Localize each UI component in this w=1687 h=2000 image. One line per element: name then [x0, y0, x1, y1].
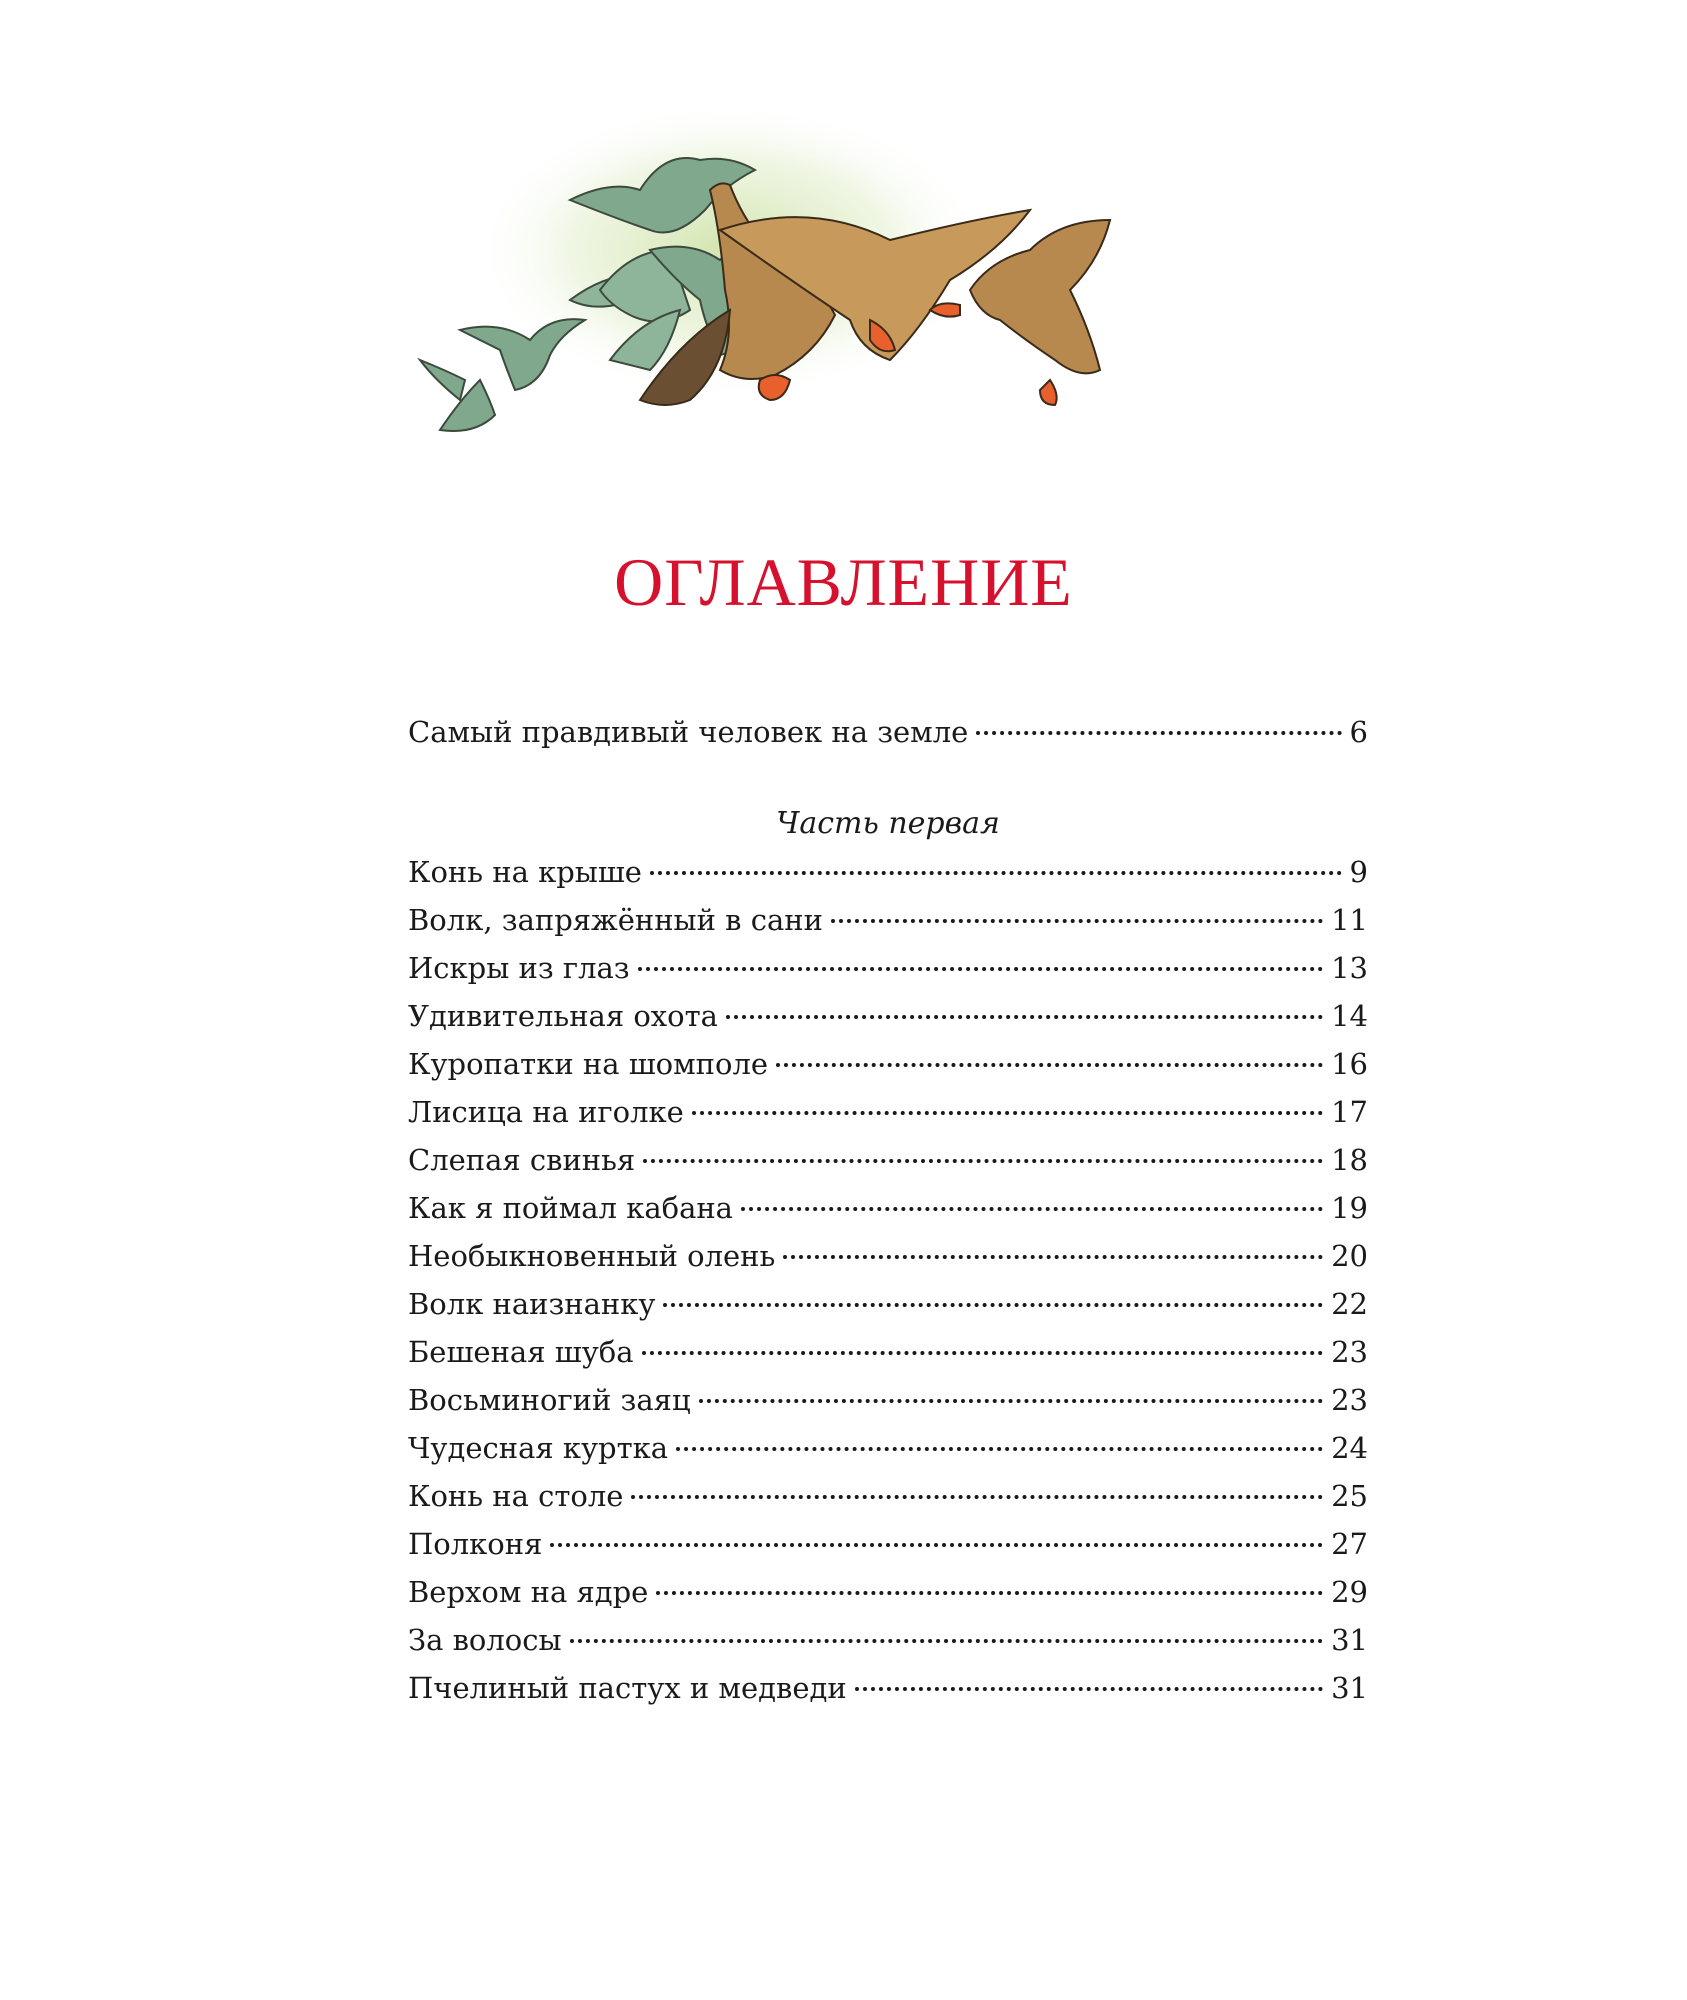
toc-entry[interactable]	[408, 1136, 1368, 1184]
toc-entry-page: 23	[1331, 1335, 1368, 1369]
dot-leader	[676, 1447, 1323, 1451]
dot-leader	[643, 1159, 1323, 1163]
toc-entry-label: Конь на столе	[408, 1479, 624, 1513]
toc-entry[interactable]	[408, 1664, 1368, 1712]
toc-entry[interactable]	[408, 1424, 1368, 1472]
toc-entry-page: 18	[1331, 1143, 1368, 1177]
toc-entry-label: За волосы	[408, 1623, 562, 1657]
dot-leader	[570, 1639, 1324, 1643]
toc-entry-label: Бешеная шуба	[408, 1335, 634, 1369]
dot-leader	[855, 1687, 1323, 1691]
toc-entry[interactable]	[408, 1472, 1368, 1520]
flying-ducks-icon	[400, 90, 1360, 510]
dot-leader	[638, 967, 1323, 971]
toc-entry-page: 16	[1331, 1047, 1368, 1081]
toc-entry-page: 13	[1331, 951, 1368, 985]
dot-leader	[656, 1591, 1323, 1595]
toc-entry[interactable]	[408, 1376, 1368, 1424]
table-of-contents	[408, 708, 1368, 1712]
dot-leader	[783, 1255, 1323, 1259]
toc-entry-label: Восьминогий заяц	[408, 1383, 691, 1417]
dot-leader	[550, 1543, 1323, 1547]
toc-entry-label: Верхом на ядре	[408, 1575, 649, 1609]
toc-entry[interactable]	[408, 1616, 1368, 1664]
green-bird-1	[420, 360, 495, 431]
toc-entry-page: 11	[1331, 903, 1368, 937]
toc-entry-label: Волк, запряжённый в сани	[408, 903, 823, 937]
toc-entry-page: 20	[1331, 1239, 1368, 1273]
dot-leader	[726, 1015, 1323, 1019]
toc-entry-page: 31	[1331, 1623, 1368, 1657]
toc-entry-label: Искры из глаз	[408, 951, 630, 985]
toc-entry-label: Полконя	[408, 1527, 543, 1561]
toc-entry-page: 19	[1331, 1191, 1368, 1225]
toc-entry[interactable]	[408, 1568, 1368, 1616]
toc-entry-page: 27	[1331, 1527, 1368, 1561]
toc-entry-label: Лисица на иголке	[408, 1095, 684, 1129]
toc-entry-intro[interactable]	[408, 708, 1368, 756]
toc-entry[interactable]	[408, 896, 1368, 944]
toc-entry[interactable]	[408, 848, 1368, 896]
toc-entry[interactable]	[408, 1232, 1368, 1280]
dot-leader	[692, 1111, 1323, 1115]
dot-leader	[741, 1207, 1323, 1211]
toc-entry[interactable]	[408, 1184, 1368, 1232]
flying-ducks-illustration	[400, 90, 1360, 510]
part-one-entries	[408, 848, 1368, 1712]
dot-leader	[976, 731, 1341, 735]
toc-entry-label: Куропатки на шомполе	[408, 1047, 769, 1081]
dot-leader	[642, 1351, 1324, 1355]
toc-entry-page: 17	[1331, 1095, 1368, 1129]
toc-entry-page: 9	[1349, 855, 1368, 889]
toc-entry[interactable]	[408, 1280, 1368, 1328]
toc-entry-label: Волк наизнанку	[408, 1287, 656, 1321]
toc-entry[interactable]	[408, 1328, 1368, 1376]
toc-entry-page: 6	[1349, 715, 1368, 749]
dot-leader	[699, 1399, 1323, 1403]
section-heading-part-one: Часть первая	[776, 806, 1000, 841]
toc-entry-page: 25	[1331, 1479, 1368, 1513]
toc-entry[interactable]	[408, 1520, 1368, 1568]
toc-entry[interactable]	[408, 1088, 1368, 1136]
toc-entry-page: 29	[1331, 1575, 1368, 1609]
toc-entry-label: Самый правдивый человек на земле	[408, 715, 969, 749]
dot-leader	[663, 1303, 1323, 1307]
toc-entry-label: Пчелиный пастух и медведи	[408, 1671, 847, 1705]
dot-leader	[831, 919, 1323, 923]
dot-leader	[631, 1495, 1323, 1499]
toc-entry-page: 22	[1331, 1287, 1368, 1321]
dot-leader	[776, 1063, 1323, 1067]
toc-entry-page: 14	[1331, 999, 1368, 1033]
toc-entry[interactable]	[408, 1040, 1368, 1088]
page-title: ОГЛАВЛЕНИЕ	[614, 544, 1073, 620]
toc-entry[interactable]	[408, 992, 1368, 1040]
dot-leader	[650, 871, 1342, 875]
toc-entry-page: 23	[1331, 1383, 1368, 1417]
toc-entry-label: Необыкновенный олень	[408, 1239, 776, 1273]
toc-entry-label: Слепая свинья	[408, 1143, 636, 1177]
toc-entry-label: Конь на крыше	[408, 855, 642, 889]
toc-entry-page: 31	[1331, 1671, 1368, 1705]
toc-entry[interactable]	[408, 944, 1368, 992]
toc-entry-page: 24	[1331, 1431, 1368, 1465]
toc-entry-label: Удивительная охота	[408, 999, 718, 1033]
toc-entry-label: Как я поймал кабана	[408, 1191, 733, 1225]
toc-entry-label: Чудесная куртка	[408, 1431, 669, 1465]
